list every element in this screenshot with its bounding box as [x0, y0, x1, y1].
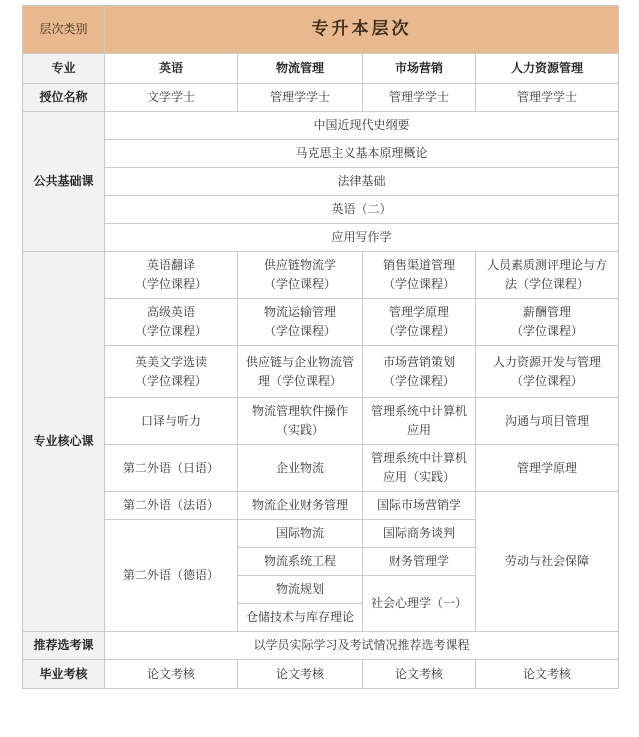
- elective-text: 以学员实际学习及考试情况推荐选考课程: [105, 632, 619, 660]
- public-course-item: 法律基础: [105, 168, 619, 196]
- core-english-course: 高级英语 （学位课程）: [105, 299, 238, 346]
- core-hr-course: 沟通与项目管理: [476, 398, 619, 445]
- core-logistics-course: 物流系统工程: [238, 548, 363, 576]
- core-english-course: 英语翻译 （学位课程）: [105, 252, 238, 299]
- core-marketing-course: 国际市场营销学: [363, 492, 476, 520]
- public-course-item: 应用写作学: [105, 224, 619, 252]
- core-marketing-course: 国际商务谈判: [363, 520, 476, 548]
- core-logistics-course: 供应链与企业物流管 理（学位课程）: [238, 346, 363, 398]
- core-marketing-course: 管理系统中计算机 应用: [363, 398, 476, 445]
- major-english: 英语: [105, 54, 238, 84]
- core-course-row: [23, 445, 619, 492]
- core-english-course: 英美文学选读 （学位课程）: [105, 346, 238, 398]
- degree-logistics: 管理学学士: [238, 84, 363, 112]
- core-hr-course: 人力资源开发与管理 （学位课程）: [476, 346, 619, 398]
- curriculum-table: [22, 5, 619, 689]
- core-logistics-course: 物流管理软件操作 （实践）: [238, 398, 363, 445]
- core-course-row: [23, 492, 619, 520]
- core-logistics-course: 物流规划: [238, 576, 363, 604]
- public-course-item: 英语（二）: [105, 196, 619, 224]
- core-course-row: [23, 252, 619, 299]
- core-course-row: [23, 346, 619, 398]
- degree-english: 文学学士: [105, 84, 238, 112]
- core-logistics-course: 企业物流: [238, 445, 363, 492]
- public-course-row: [23, 196, 619, 224]
- public-course-row: [23, 112, 619, 140]
- degree-marketing: 管理学学士: [363, 84, 476, 112]
- core-logistics-course: 供应链物流学 （学位课程）: [238, 252, 363, 299]
- degree-row: [23, 84, 619, 112]
- core-english-course: 第二外语（法语）: [105, 492, 238, 520]
- core-hr-course: 薪酬管理 （学位课程）: [476, 299, 619, 346]
- core-english-course: 口译与听力: [105, 398, 238, 445]
- graduation-row: [23, 660, 619, 689]
- core-english-course: 第二外语（日语）: [105, 445, 238, 492]
- header-row: [23, 6, 619, 54]
- graduation-hr: 论文考核: [476, 660, 619, 689]
- public-course-row: [23, 168, 619, 196]
- public-course-label: 公共基础课: [23, 112, 105, 252]
- level-category-label: 层次类别: [23, 6, 105, 54]
- core-marketing-course: 市场营销策划 （学位课程）: [363, 346, 476, 398]
- graduation-logistics: 论文考核: [238, 660, 363, 689]
- degree-row-label: 授位名称: [23, 84, 105, 112]
- core-hr-course: 人员素质测评理论与方 法（学位课程）: [476, 252, 619, 299]
- elective-label: 推荐选考课: [23, 632, 105, 660]
- core-logistics-course: 国际物流: [238, 520, 363, 548]
- major-row: [23, 54, 619, 84]
- core-logistics-course: 物流运输管理 （学位课程）: [238, 299, 363, 346]
- core-logistics-course: 仓储技术与库存理论: [238, 604, 363, 632]
- public-course-item: 马克思主义基本原理概论: [105, 140, 619, 168]
- core-marketing-course: 社会心理学（一）: [363, 576, 476, 632]
- graduation-label: 毕业考核: [23, 660, 105, 689]
- major-logistics: 物流管理: [238, 54, 363, 84]
- graduation-english: 论文考核: [105, 660, 238, 689]
- major-row-label: 专业: [23, 54, 105, 84]
- graduation-marketing: 论文考核: [363, 660, 476, 689]
- core-marketing-course: 销售渠道管理 （学位课程）: [363, 252, 476, 299]
- core-hr-course: 劳动与社会保障: [476, 492, 619, 632]
- core-course-row: [23, 398, 619, 445]
- level-title: 专升本层次: [105, 6, 619, 54]
- major-hr: 人力资源管理: [476, 54, 619, 84]
- core-marketing-course: 财务管理学: [363, 548, 476, 576]
- core-logistics-course: 物流企业财务管理: [238, 492, 363, 520]
- core-hr-course: 管理学原理: [476, 445, 619, 492]
- core-course-label: 专业核心课: [23, 252, 105, 632]
- public-course-row: [23, 224, 619, 252]
- degree-hr: 管理学学士: [476, 84, 619, 112]
- elective-row: [23, 632, 619, 660]
- major-marketing: 市场营销: [363, 54, 476, 84]
- core-marketing-course: 管理系统中计算机 应用（实践）: [363, 445, 476, 492]
- core-marketing-course: 管理学原理 （学位课程）: [363, 299, 476, 346]
- core-course-row: [23, 299, 619, 346]
- public-course-item: 中国近现代史纲要: [105, 112, 619, 140]
- core-english-course: 第二外语（德语）: [105, 520, 238, 632]
- public-course-row: [23, 140, 619, 168]
